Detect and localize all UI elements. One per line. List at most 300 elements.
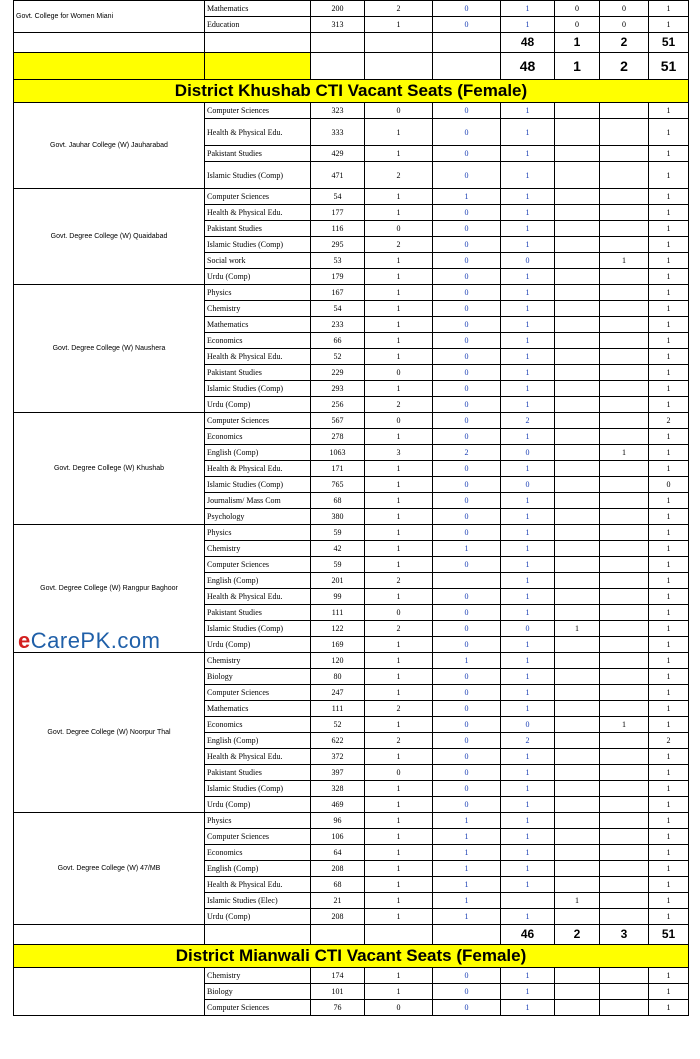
- table-row: [14, 653, 689, 669]
- seat-cell-d: [555, 541, 600, 557]
- subject-cell: Economics: [205, 717, 311, 733]
- subject-cell: Chemistry: [205, 541, 311, 557]
- seat-cell-b: 1: [433, 909, 501, 925]
- merit-cell: 68: [311, 877, 365, 893]
- seat-cell-c: 0: [501, 445, 555, 461]
- subject-cell: Biology: [205, 669, 311, 685]
- seat-cell-f: 1: [649, 621, 689, 637]
- seat-cell-b: 0: [433, 17, 501, 33]
- seat-cell-e: [600, 984, 649, 1000]
- merit-cell: 278: [311, 429, 365, 445]
- seat-cell-f: 1: [649, 781, 689, 797]
- seat-cell-d: [555, 909, 600, 925]
- seat-cell-d: [555, 1000, 600, 1016]
- watermark-text: CarePK.com: [30, 628, 161, 653]
- seat-cell-a: 1: [365, 189, 433, 205]
- seat-cell-b: 1: [433, 653, 501, 669]
- seat-cell-f: 1: [649, 509, 689, 525]
- seat-cell-f: 2: [649, 733, 689, 749]
- subject-cell: Education: [205, 17, 311, 33]
- seat-cell-c: 1: [501, 509, 555, 525]
- table-row: [14, 1, 689, 17]
- table-row: [14, 103, 689, 119]
- seat-cell-d: [555, 365, 600, 381]
- seat-cell-d: [555, 733, 600, 749]
- watermark-e: e: [18, 628, 31, 653]
- merit-cell: 622: [311, 733, 365, 749]
- seat-cell-e: [600, 221, 649, 237]
- seat-cell-a: 3: [365, 445, 433, 461]
- subject-cell: Economics: [205, 333, 311, 349]
- district-heading: District Khushab CTI Vacant Seats (Female): [14, 80, 689, 103]
- seat-cell-b: 0: [433, 984, 501, 1000]
- seat-cell-a: 1: [365, 781, 433, 797]
- seat-cell-a: 1: [365, 829, 433, 845]
- merit-cell: 52: [311, 717, 365, 733]
- merit-cell: 54: [311, 189, 365, 205]
- seat-cell-b: 0: [433, 781, 501, 797]
- seat-cell-f: 1: [649, 557, 689, 573]
- seat-cell-f: 1: [649, 717, 689, 733]
- seat-cell-a: 1: [365, 333, 433, 349]
- seat-cell-f: 1: [649, 381, 689, 397]
- subject-cell: Health & Physical Edu.: [205, 589, 311, 605]
- seat-cell-d: [555, 557, 600, 573]
- seat-cell-e: [600, 797, 649, 813]
- seat-cell-e: 1: [600, 253, 649, 269]
- seat-cell-b: 0: [433, 493, 501, 509]
- seat-cell-f: 1: [649, 269, 689, 285]
- subject-cell: Biology: [205, 984, 311, 1000]
- seat-cell-c: 1: [501, 589, 555, 605]
- subject-cell: Islamic Studies (Comp): [205, 162, 311, 189]
- seat-cell-d: [555, 253, 600, 269]
- seat-cell-a: 1: [365, 525, 433, 541]
- seat-cell-f: 2: [649, 413, 689, 429]
- seat-cell-a: 1: [365, 984, 433, 1000]
- seat-cell-e: [600, 845, 649, 861]
- seat-cell-c: 1: [501, 162, 555, 189]
- seat-cell-e: [600, 1000, 649, 1016]
- mianwali-heading-row: [14, 945, 689, 968]
- merit-cell: 106: [311, 829, 365, 845]
- seat-cell-a: 1: [365, 17, 433, 33]
- subject-cell: Urdu (Comp): [205, 637, 311, 653]
- seat-cell-c: 1: [501, 119, 555, 146]
- subject-cell: Chemistry: [205, 653, 311, 669]
- total-value: 2: [555, 925, 600, 945]
- merit-cell: 323: [311, 103, 365, 119]
- seat-cell-d: [555, 509, 600, 525]
- merit-cell: 169: [311, 637, 365, 653]
- seat-cell-b: 0: [433, 333, 501, 349]
- seat-cell-d: [555, 317, 600, 333]
- seat-cell-b: 0: [433, 621, 501, 637]
- subject-cell: Computer Sciences: [205, 413, 311, 429]
- subject-cell: Health & Physical Edu.: [205, 877, 311, 893]
- seat-cell-f: 1: [649, 119, 689, 146]
- subject-cell: English (Comp): [205, 733, 311, 749]
- seat-cell-c: 1: [501, 461, 555, 477]
- seat-cell-f: 1: [649, 968, 689, 984]
- seat-cell-e: [600, 637, 649, 653]
- seat-cell-e: [600, 893, 649, 909]
- seat-cell-e: [600, 119, 649, 146]
- seat-cell-b: 1: [433, 813, 501, 829]
- seat-cell-e: 1: [600, 445, 649, 461]
- seat-cell-b: 0: [433, 285, 501, 301]
- seat-cell-d: [555, 493, 600, 509]
- seat-cell-a: 1: [365, 557, 433, 573]
- total-value: 1: [555, 53, 600, 80]
- seat-cell-b: 0: [433, 733, 501, 749]
- seat-cell-e: [600, 829, 649, 845]
- merit-cell: 471: [311, 162, 365, 189]
- merit-cell: 372: [311, 749, 365, 765]
- seat-cell-b: 0: [433, 349, 501, 365]
- seat-cell-f: 1: [649, 365, 689, 381]
- seat-cell-c: 1: [501, 285, 555, 301]
- merit-cell: 295: [311, 237, 365, 253]
- total-value: 2: [600, 53, 649, 80]
- subject-cell: Computer Sciences: [205, 829, 311, 845]
- subject-cell: Health & Physical Edu.: [205, 461, 311, 477]
- seat-cell-f: 1: [649, 605, 689, 621]
- seat-cell-e: [600, 781, 649, 797]
- seat-cell-d: 0: [555, 17, 600, 33]
- seat-cell-f: 1: [649, 397, 689, 413]
- seat-cell-c: 1: [501, 237, 555, 253]
- seat-cell-c: 1: [501, 365, 555, 381]
- seat-cell-a: 1: [365, 429, 433, 445]
- seat-cell-a: 0: [365, 221, 433, 237]
- seat-cell-a: 1: [365, 717, 433, 733]
- seat-cell-d: [555, 349, 600, 365]
- seat-cell-f: 1: [649, 317, 689, 333]
- seat-cell-c: 1: [501, 765, 555, 781]
- seat-cell-d: [555, 877, 600, 893]
- seat-cell-d: [555, 237, 600, 253]
- seat-cell-f: 1: [649, 541, 689, 557]
- seat-cell-a: 1: [365, 685, 433, 701]
- table-row: [14, 525, 689, 541]
- seat-cell-c: 1: [501, 653, 555, 669]
- seat-cell-c: 1: [501, 221, 555, 237]
- seat-cell-c: 1: [501, 205, 555, 221]
- seat-cell-a: 1: [365, 253, 433, 269]
- seat-cell-d: [555, 189, 600, 205]
- seat-cell-f: 1: [649, 525, 689, 541]
- subject-cell: Mathematics: [205, 317, 311, 333]
- seat-cell-a: 1: [365, 797, 433, 813]
- seat-cell-c: 1: [501, 557, 555, 573]
- subject-cell: Islamic Studies (Elec): [205, 893, 311, 909]
- seat-cell-d: [555, 301, 600, 317]
- merit-cell: 80: [311, 669, 365, 685]
- seat-cell-c: 1: [501, 269, 555, 285]
- seat-cell-b: 0: [433, 205, 501, 221]
- totals-row: [14, 53, 689, 80]
- merit-cell: 177: [311, 205, 365, 221]
- subject-cell: Pakistant Studies: [205, 765, 311, 781]
- subject-cell: Physics: [205, 525, 311, 541]
- total-value: 48: [501, 33, 555, 53]
- seat-cell-b: 0: [433, 477, 501, 493]
- seat-cell-a: 2: [365, 621, 433, 637]
- college-name: Govt. Degree College (W) Naushera: [14, 285, 205, 413]
- seat-cell-a: 2: [365, 162, 433, 189]
- subject-cell: Social work: [205, 253, 311, 269]
- seat-cell-a: 1: [365, 637, 433, 653]
- seat-cell-c: 0: [501, 253, 555, 269]
- seat-cell-f: 1: [649, 893, 689, 909]
- seat-cell-f: 1: [649, 493, 689, 509]
- subject-cell: Chemistry: [205, 301, 311, 317]
- subject-cell: Chemistry: [205, 968, 311, 984]
- seat-cell-f: 0: [649, 477, 689, 493]
- blank-cell: [14, 53, 205, 80]
- seat-cell-b: 0: [433, 968, 501, 984]
- seat-cell-b: 0: [433, 301, 501, 317]
- subject-cell: English (Comp): [205, 445, 311, 461]
- seat-cell-d: [555, 797, 600, 813]
- seat-cell-c: 2: [501, 413, 555, 429]
- seat-cell-b: 1: [433, 877, 501, 893]
- seat-cell-f: 1: [649, 701, 689, 717]
- seat-cell-b: 1: [433, 861, 501, 877]
- subject-cell: Computer Sciences: [205, 189, 311, 205]
- merit-cell: 200: [311, 1, 365, 17]
- seat-cell-e: 0: [600, 17, 649, 33]
- seat-cell-a: 1: [365, 877, 433, 893]
- blank-cell: [14, 33, 205, 53]
- vacant-seats-table: [13, 0, 689, 1016]
- seat-cell-e: [600, 189, 649, 205]
- blank-cell: [311, 925, 365, 945]
- seat-cell-b: 1: [433, 189, 501, 205]
- subject-cell: Health & Physical Edu.: [205, 749, 311, 765]
- seat-cell-e: [600, 525, 649, 541]
- subject-cell: Mathematics: [205, 701, 311, 717]
- seat-cell-f: 1: [649, 349, 689, 365]
- seat-cell-a: 1: [365, 909, 433, 925]
- seat-cell-d: [555, 701, 600, 717]
- seat-cell-f: 1: [649, 749, 689, 765]
- seat-cell-c: 1: [501, 605, 555, 621]
- merit-cell: 313: [311, 17, 365, 33]
- seat-cell-e: [600, 685, 649, 701]
- seat-cell-e: [600, 701, 649, 717]
- seat-cell-e: [600, 477, 649, 493]
- seat-cell-f: 1: [649, 253, 689, 269]
- seat-cell-f: 1: [649, 285, 689, 301]
- merit-cell: 76: [311, 1000, 365, 1016]
- seat-cell-a: 1: [365, 146, 433, 162]
- seat-cell-c: 1: [501, 189, 555, 205]
- seat-cell-e: [600, 413, 649, 429]
- seat-cell-d: [555, 162, 600, 189]
- merit-cell: 52: [311, 349, 365, 365]
- seat-cell-d: [555, 477, 600, 493]
- seat-cell-e: [600, 103, 649, 119]
- seat-cell-f: 1: [649, 909, 689, 925]
- seat-cell-e: [600, 237, 649, 253]
- merit-cell: 201: [311, 573, 365, 589]
- merit-cell: 233: [311, 317, 365, 333]
- seat-cell-e: [600, 605, 649, 621]
- subject-cell: Computer Sciences: [205, 557, 311, 573]
- khushab-heading-row: [14, 80, 689, 103]
- total-value: 3: [600, 925, 649, 945]
- subject-cell: Physics: [205, 813, 311, 829]
- seat-cell-c: 2: [501, 733, 555, 749]
- merit-cell: 66: [311, 333, 365, 349]
- merit-cell: 469: [311, 797, 365, 813]
- seat-cell-b: 0: [433, 397, 501, 413]
- seat-cell-c: 1: [501, 17, 555, 33]
- merit-cell: 120: [311, 653, 365, 669]
- seat-cell-e: [600, 493, 649, 509]
- seat-cell-f: 1: [649, 162, 689, 189]
- seat-cell-d: [555, 221, 600, 237]
- seat-cell-b: 0: [433, 162, 501, 189]
- seat-cell-b: 0: [433, 669, 501, 685]
- subject-cell: English (Comp): [205, 861, 311, 877]
- seat-cell-d: 0: [555, 1, 600, 17]
- seat-cell-f: 1: [649, 189, 689, 205]
- seat-cell-f: 1: [649, 301, 689, 317]
- seat-cell-b: 0: [433, 605, 501, 621]
- seat-cell-d: [555, 781, 600, 797]
- seat-cell-d: [555, 845, 600, 861]
- seat-cell-d: [555, 717, 600, 733]
- seat-cell-c: 1: [501, 829, 555, 845]
- merit-cell: 53: [311, 253, 365, 269]
- seat-cell-e: [600, 269, 649, 285]
- seat-cell-e: 1: [600, 717, 649, 733]
- seat-cell-e: [600, 541, 649, 557]
- seat-cell-c: 1: [501, 317, 555, 333]
- seat-cell-b: 0: [433, 221, 501, 237]
- seat-cell-c: 1: [501, 749, 555, 765]
- seat-cell-d: [555, 429, 600, 445]
- seat-cell-b: 1: [433, 829, 501, 845]
- seat-cell-a: 1: [365, 968, 433, 984]
- merit-cell: 293: [311, 381, 365, 397]
- blank-cell: [365, 925, 433, 945]
- seat-cell-a: 0: [365, 765, 433, 781]
- seat-cell-e: [600, 653, 649, 669]
- seat-cell-a: 0: [365, 1000, 433, 1016]
- subject-cell: Health & Physical Edu.: [205, 205, 311, 221]
- seat-cell-f: 1: [649, 637, 689, 653]
- college-name: Govt. Degree College (W) Khushab: [14, 413, 205, 525]
- seat-cell-d: [555, 285, 600, 301]
- college-name: Govt. Degree College (W) Noorpur Thal: [14, 653, 205, 813]
- subject-cell: Urdu (Comp): [205, 909, 311, 925]
- merit-cell: 101: [311, 984, 365, 1000]
- totals-row: [14, 925, 689, 945]
- seat-cell-c: 1: [501, 781, 555, 797]
- subject-cell: Health & Physical Edu.: [205, 119, 311, 146]
- seat-cell-e: [600, 621, 649, 637]
- seat-cell-a: 1: [365, 301, 433, 317]
- merit-cell: 765: [311, 477, 365, 493]
- seat-cell-a: 1: [365, 269, 433, 285]
- merit-cell: 64: [311, 845, 365, 861]
- college-name: Govt. Degree College (W) 47/MB: [14, 813, 205, 925]
- seat-cell-f: 1: [649, 1000, 689, 1016]
- subject-cell: Psychology: [205, 509, 311, 525]
- blank-cell: [14, 925, 205, 945]
- seat-cell-b: 0: [433, 1, 501, 17]
- college-name: [14, 968, 205, 1016]
- subject-cell: Computer Sciences: [205, 103, 311, 119]
- subject-cell: Urdu (Comp): [205, 797, 311, 813]
- seat-cell-f: 1: [649, 984, 689, 1000]
- subject-cell: Economics: [205, 845, 311, 861]
- seat-cell-c: 1: [501, 845, 555, 861]
- seat-cell-d: [555, 269, 600, 285]
- merit-cell: 174: [311, 968, 365, 984]
- merit-cell: 328: [311, 781, 365, 797]
- college-name: Govt. College for Women Miani: [14, 1, 205, 33]
- seat-cell-f: 1: [649, 445, 689, 461]
- seat-cell-d: [555, 749, 600, 765]
- seat-cell-e: 0: [600, 1, 649, 17]
- seat-cell-a: 2: [365, 701, 433, 717]
- seat-cell-e: [600, 285, 649, 301]
- seat-cell-e: [600, 461, 649, 477]
- seat-cell-f: 1: [649, 797, 689, 813]
- seat-cell-b: 0: [433, 429, 501, 445]
- merit-cell: 208: [311, 909, 365, 925]
- seat-cell-c: 0: [501, 717, 555, 733]
- blank-cell: [365, 53, 433, 80]
- seat-cell-a: 1: [365, 461, 433, 477]
- seat-cell-b: 1: [433, 845, 501, 861]
- seat-cell-e: [600, 557, 649, 573]
- seat-cell-b: 0: [433, 237, 501, 253]
- seat-cell-c: 1: [501, 103, 555, 119]
- subject-cell: Urdu (Comp): [205, 269, 311, 285]
- seat-cell-a: 2: [365, 237, 433, 253]
- seat-cell-a: 1: [365, 317, 433, 333]
- college-name: Govt. Degree College (W) Rangpur Baghoor: [14, 525, 205, 653]
- subject-cell: Pakistant Studies: [205, 605, 311, 621]
- seat-cell-f: 1: [649, 829, 689, 845]
- seat-cell-a: 0: [365, 413, 433, 429]
- seat-cell-a: 1: [365, 861, 433, 877]
- seat-cell-c: 1: [501, 637, 555, 653]
- subject-cell: Urdu (Comp): [205, 397, 311, 413]
- seat-cell-f: 1: [649, 429, 689, 445]
- seat-cell-e: [600, 146, 649, 162]
- table-row: [14, 968, 689, 984]
- seat-cell-f: 1: [649, 877, 689, 893]
- table-row: [14, 813, 689, 829]
- table-row: [14, 189, 689, 205]
- seat-cell-a: 1: [365, 477, 433, 493]
- seat-cell-b: 0: [433, 685, 501, 701]
- seat-cell-c: 1: [501, 968, 555, 984]
- seat-cell-d: [555, 445, 600, 461]
- seat-cell-e: [600, 909, 649, 925]
- seat-cell-f: 1: [649, 17, 689, 33]
- seat-cell-d: [555, 653, 600, 669]
- merit-cell: 21: [311, 893, 365, 909]
- seat-cell-d: [555, 765, 600, 781]
